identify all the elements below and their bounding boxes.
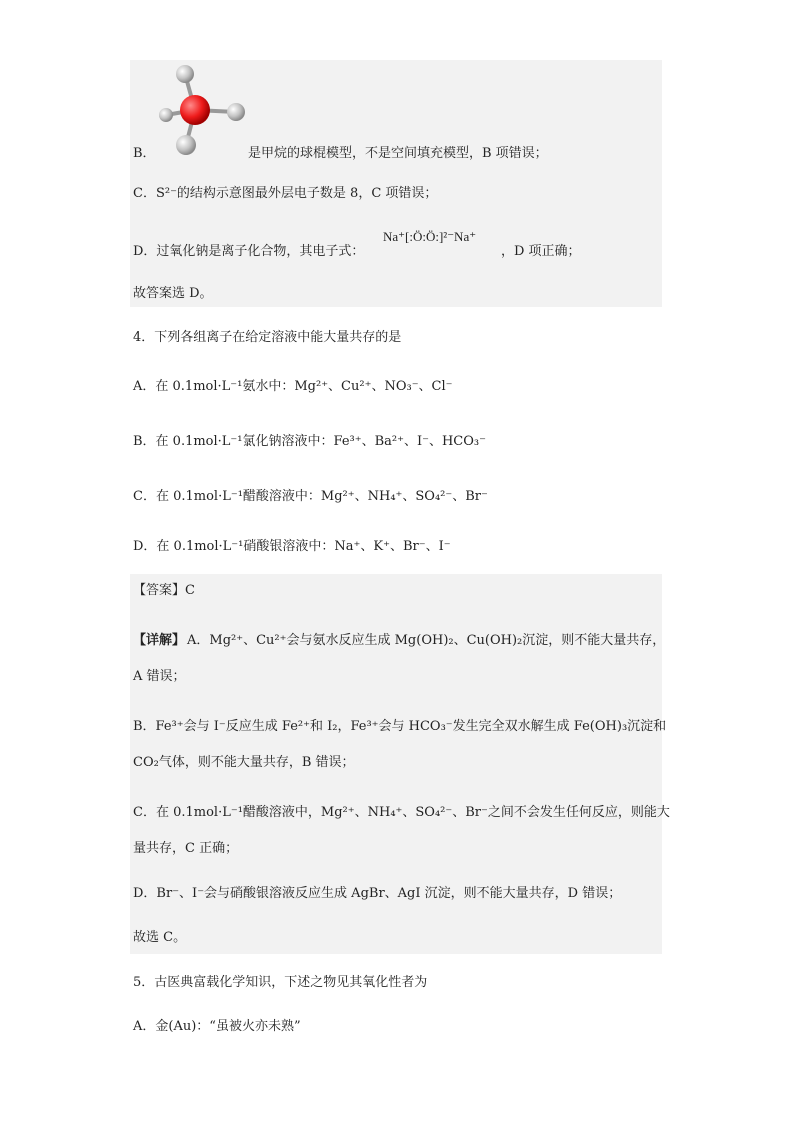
q4-detail-label: 【详解】 [133,633,186,648]
q4-stem: 4．下列各组离子在给定溶液中能大量共存的是 [133,330,402,345]
prev-conclusion: 故答案选 D。 [133,286,213,301]
prev-option-d-tail: ，D 项正确； [501,244,581,259]
prev-option-b-label: B． [133,146,156,161]
q5-stem: 5．古医典富载化学知识，下述之物见其氧化性者为 [133,975,428,990]
q4-detail-a-line1: A．Mg²⁺、Cu²⁺会与氨水反应生成 Mg(OH)₂、Cu(OH)₂沉淀，则不能大量共存， [187,633,666,648]
prev-option-c-text: C．S²⁻的结构示意图最外层电子数是 8，C 项错误； [133,186,438,201]
q4-detail-a-line2: A 错误； [133,669,186,684]
q4-detail-c-line1: C．在 0.1mol·L⁻¹醋酸溶液中，Mg²⁺、NH₄⁺、SO₄²⁻、Br⁻之间不会发生任何反应，则能大 [133,805,670,820]
q4-option-a: A．在 0.1mol·L⁻¹氨水中：Mg²⁺、Cu²⁺、NO₃⁻、Cl⁻ [133,379,453,394]
sodium-peroxide-electron-formula: Na⁺[:Ö:Ö:]²⁻Na⁺ [383,229,477,244]
q4-detail-b-line1: B．Fe³⁺会与 I⁻反应生成 Fe²⁺和 I₂，Fe³⁺会与 HCO₃⁻发生完全双水解生成 Fe(OH)₃沉淀和 [133,719,667,734]
q4-answer: 【答案】C [133,583,195,598]
methane-ball-stick-model [150,62,250,162]
q4-option-d: D．在 0.1mol·L⁻¹硝酸银溶液中：Na⁺、K⁺、Br⁻、I⁻ [133,539,451,554]
q4-detail-d: D．Br⁻、I⁻会与硝酸银溶液反应生成 AgBr、AgI 沉淀，则不能大量共存，D 错误； [133,886,622,901]
q5-option-a: A．金(Au)：“虽被火亦未熟” [133,1019,301,1034]
prev-option-d-text: D．过氧化钠是离子化合物，其电子式： [133,244,365,259]
q4-detail-b-line2: CO₂气体，则不能大量共存，B 错误； [133,755,355,770]
q4-detail-c-line2: 量共存，C 正确； [133,841,239,856]
q4-option-c: C．在 0.1mol·L⁻¹醋酸溶液中：Mg²⁺、NH₄⁺、SO₄²⁻、Br⁻ [133,489,488,504]
q4-conclusion: 故选 C。 [133,930,187,945]
q4-option-b: B．在 0.1mol·L⁻¹氯化钠溶液中：Fe³⁺、Ba²⁺、I⁻、HCO₃⁻ [133,434,486,449]
prev-option-b-text: 是甲烷的球棍模型，不是空间填充模型，B 项错误； [248,146,548,161]
